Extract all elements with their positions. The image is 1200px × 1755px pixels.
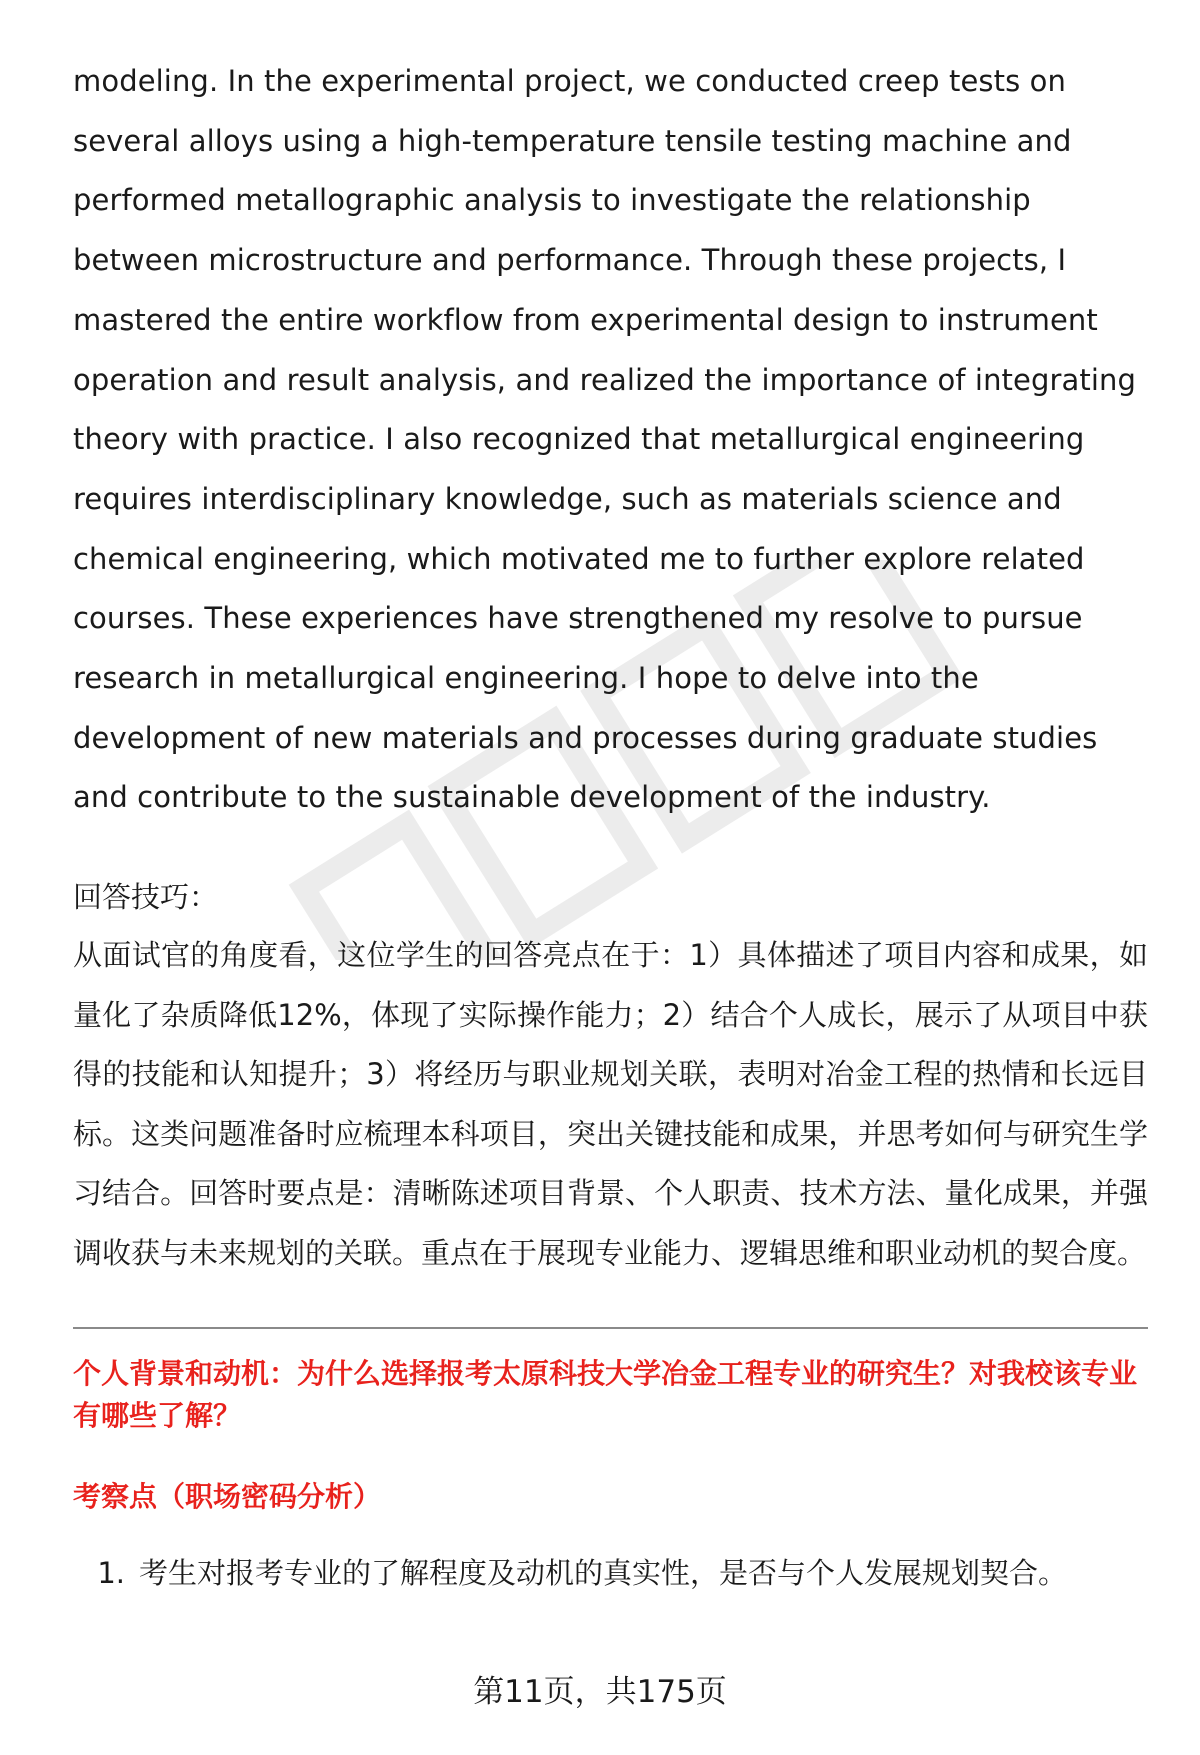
list-item-number: 1. [97, 1556, 125, 1591]
tips-heading: 回答技巧： [73, 880, 219, 915]
tips-paragraph: 从面试官的角度看，这位学生的回答亮点在于：1）具体描述了项目内容和成果，如量化了杂质降低12%，体现了实际操作能力；2）结合个人成长，展示了从项目中获得的技能和认知提升；3）将经历与职业规划关联，表明对冶金工程的热情和长远目标。这类问题准备时应梳理本科项目，突出关键技能和成果，并思考如何与研究生学习结合。回答时要点是：清晰陈述项目背景、个人职责、技术方法、量化成果，并强调收获与未来规划的关联。重点在于展现专业能力、逻辑思维和职业动机的契合度。 [73, 938, 1148, 1270]
list-item-text: 考生对报考专业的了解程度及动机的真实性，是否与个人发展规划契合。 [139, 1556, 1068, 1591]
list-item [73, 1551, 1148, 1595]
assessment-points-list [73, 1551, 1148, 1595]
english-answer-paragraph: modeling. In the experimental project, we conducted creep tests on several alloys using a high-temperature tensile testing machine and performed metallographic analysis to investigate the relationship between microstructure and performance. Through these projects, I mastered the entire workflow from experimental design to instrument operation and result analysis, and realized the importance of integrating theory with practice. I also recognized that metallurgical engineering requires interdisciplinary knowledge, such as materials science and chemical engineering, which motivated me to further explore related courses. These experiences have strengthened my resolve to pursue research in metallurgical engineering. I hope to delve into the development of new materials and processes during graduate studies and contribute to the sustainable development of the industry. [73, 64, 1136, 815]
page-number-footer: 第11页，共175页 [473, 1674, 727, 1710]
section-divider [73, 1327, 1148, 1329]
main-content [73, 52, 1148, 1595]
assessment-points-heading: 考察点（职场密码分析） [73, 1480, 382, 1514]
question-title: 个人背景和动机：为什么选择报考太原科技大学冶金工程专业的研究生？对我校该专业有哪些了解？ [73, 1357, 1138, 1433]
